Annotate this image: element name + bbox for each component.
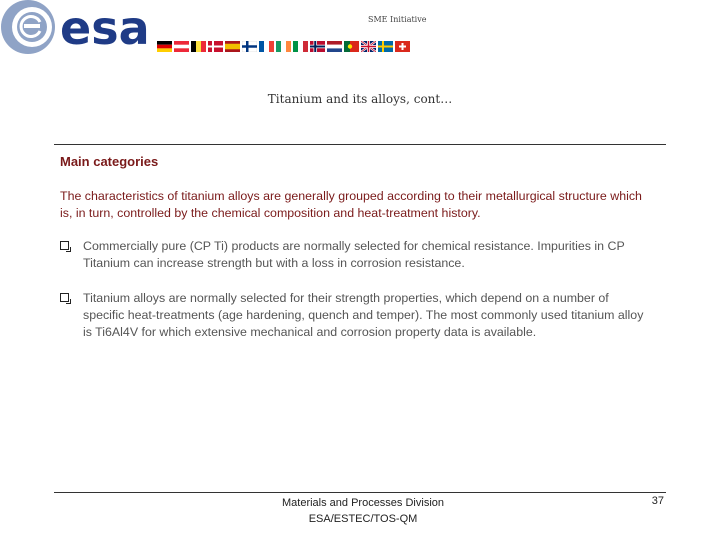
intro-paragraph: The characteristics of titanium alloys are generally grouped according to their metallurgical structure which is, in turn, controlled by the chemical composition and heat-treatment history. xyxy=(60,189,642,220)
portugal-flag xyxy=(344,41,359,52)
denmark-flag xyxy=(208,41,223,52)
section-heading: Main categories xyxy=(60,154,159,169)
footer-line-2: ESA/ESTEC/TOS-QM xyxy=(308,513,418,525)
sme-initiative-label: SME Initiative xyxy=(368,15,427,24)
footer-line-1: Materials and Processes Division xyxy=(281,497,444,509)
bullet-text: Commercially pure (CP Ti) products are normally selected for chemical resistance. Impurities in CP Titanium can increase strength but with a loss in corrosion resistance. xyxy=(83,239,625,270)
norway-flag xyxy=(310,41,325,52)
spain-flag xyxy=(225,41,240,52)
italy-flag xyxy=(293,41,308,52)
esa-logo-text: esa xyxy=(60,1,150,55)
belgium-flag xyxy=(191,41,206,52)
footer-division xyxy=(210,495,516,527)
bullet-item xyxy=(60,238,650,272)
bottom-divider xyxy=(54,492,666,493)
france-flag xyxy=(259,41,274,52)
member-flags xyxy=(157,41,410,52)
top-divider xyxy=(54,144,666,145)
page-number: 37 xyxy=(651,495,664,507)
united-kingdom-flag xyxy=(361,41,376,52)
bullet-item xyxy=(60,290,650,341)
bullet-text: Titanium alloys are normally selected for their strength properties, which depend on a number of specific heat-treatments (age hardening, quench and temper). The most commonly used titanium alloy is Ti6Al4V for which extensive mechanical and corrosion property data is available. xyxy=(83,291,644,339)
finland-flag xyxy=(242,41,257,52)
netherlands-flag xyxy=(327,41,342,52)
sweden-flag xyxy=(378,41,393,52)
esa-logo xyxy=(0,0,160,58)
austria-flag xyxy=(174,41,189,52)
switzerland-flag xyxy=(395,41,410,52)
slide-title: Titanium and its alloys, cont… xyxy=(267,92,453,106)
ireland-flag xyxy=(276,41,291,52)
checkbox-bullet-icon xyxy=(60,293,69,302)
checkbox-bullet-icon xyxy=(60,241,69,250)
germany-flag xyxy=(157,41,172,52)
